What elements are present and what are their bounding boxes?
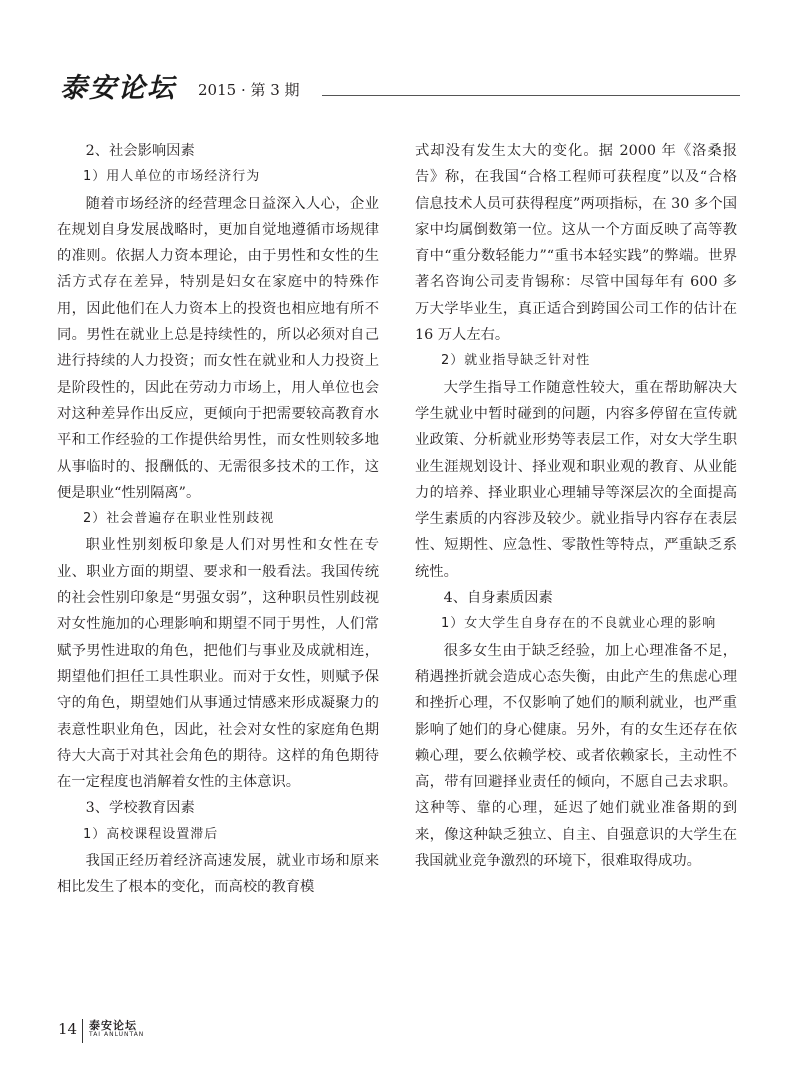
- body-paragraph: 大学生指导工作随意性较大，重在帮助解决大学生就业中暂时碰到的问题，内容多停留在宣传就业政策、分析就业形势等表层工作，对女大学生职业生涯规划设计、择业观和职业观的教育、从业能力的培养、择业职业心理辅导等深层次的全面提高学生素质的内容涉及较少。就业指导内容存在表层性、短期性、应急性、零散性等特点，严重缺乏系统性。: [415, 379, 737, 580]
- body-paragraph: 很多女生由于缺乏经验，加上心理准备不足，稍遇挫折就会造成心态失衡，由此产生的焦虑心理和挫折心理，不仅影响了她们的顺利就业，也严重影响了她们的身心健康。另外，有的女生还存在依赖心理，要么依赖学校、或者依赖家长，主动性不高，带有回避择业责任的倾向，不愿自己去求职。这种等、靠的心理，延迟了她们就业准备期的到来，像这种缺乏独立、自主、自强意识的大学生在我国就业竞争激烈的环境下，很难取得成功。: [415, 642, 737, 870]
- footer-journal-title: 泰安论坛: [89, 1019, 137, 1032]
- section-heading: 4、自身素质因素: [443, 590, 553, 607]
- footer-divider: [82, 1019, 83, 1043]
- subsection-heading: 2）就业指导缺乏针对性: [441, 353, 591, 369]
- header-rule: [322, 95, 740, 96]
- running-header: [60, 72, 740, 106]
- journal-logo: 泰安论坛: [60, 73, 176, 104]
- left-column: [57, 138, 379, 901]
- body-paragraph: 我国正经历着经济高速发展，就业市场和原来相比发生了根本的变化，而高校的教育模: [57, 853, 379, 896]
- section-heading: 2、社会影响因素: [85, 143, 195, 159]
- page-number: 14: [58, 1020, 78, 1038]
- subsection-heading: 2）社会普遍存在职业性别歧视: [83, 511, 275, 527]
- section-heading: 3、学校教育因素: [85, 800, 195, 817]
- body-paragraph: 随着市场经济的经营理念日益深入人心，企业在规划自身发展战略时，更加自觉地遵循市场规律的准则。依据人力资本理论，由于男性和女性的生活方式存在差异，特别是妇女在家庭中的特殊作用，因此他们在人力资本上的投资也相应地有所不同。男性在就业上总是持续性的，所以必须对自己进行持续的人力投资；而女性在就业和人力投资上是阶段性的，因此在劳动力市场上，用人单位也会对这种差异作出反应，更倾向于把需要较高教育水平和工作经验的工作提供给男性，而女性则较多地从事临时的、报酬低的、无需很多技术的工作，这便是职业“性别隔离”。: [57, 195, 379, 501]
- issue-info: 2015 · 第 3 期: [198, 81, 300, 99]
- body-paragraph: 职业性别刻板印象是人们对男性和女性在专业、职业方面的期望、要求和一般看法。我国传统的社会性别印象是“男强女弱”，这种职员性别歧视对女性施加的心理影响和期望不同于男性，人们常赋予男性进取的角色，把他们与事业及成就相连，期望他们担任工具性职业。而对于女性，则赋予保守的角色，期望她们从事通过情感来形成凝聚力的表意性职业角色，因此，社会对女性的家庭角色期待大大高于对其社会角色的期待。这样的角色期待在一定程度也消解着女性的主体意识。: [57, 537, 379, 791]
- body-paragraph: 式却没有发生太大的变化。据 2000 年《洛桑报告》称，在我国“合格工程师可获程度”以及“合格信息技术人员可获得程度”两项指标，在 30 多个国家中均属倒数第一位。这从一个方面反映了高等教育中“重分数轻能力”“重书本轻实践”的弊端。世界著名咨询公司麦肯锡称：尽管中国每年有 600 多万大学毕业生，真正适合到跨国公司工作的估计在 16 万人左右。: [415, 143, 737, 344]
- subsection-heading: 1）高校课程设置滞后: [83, 826, 219, 842]
- subsection-heading: 1）女大学生自身存在的不良就业心理的影响: [441, 616, 717, 632]
- footer-journal-pinyin: TAI ANLUNTAN: [89, 1031, 145, 1038]
- subsection-heading: 1）用人单位的市场经济行为: [83, 169, 261, 185]
- right-column: [415, 138, 737, 874]
